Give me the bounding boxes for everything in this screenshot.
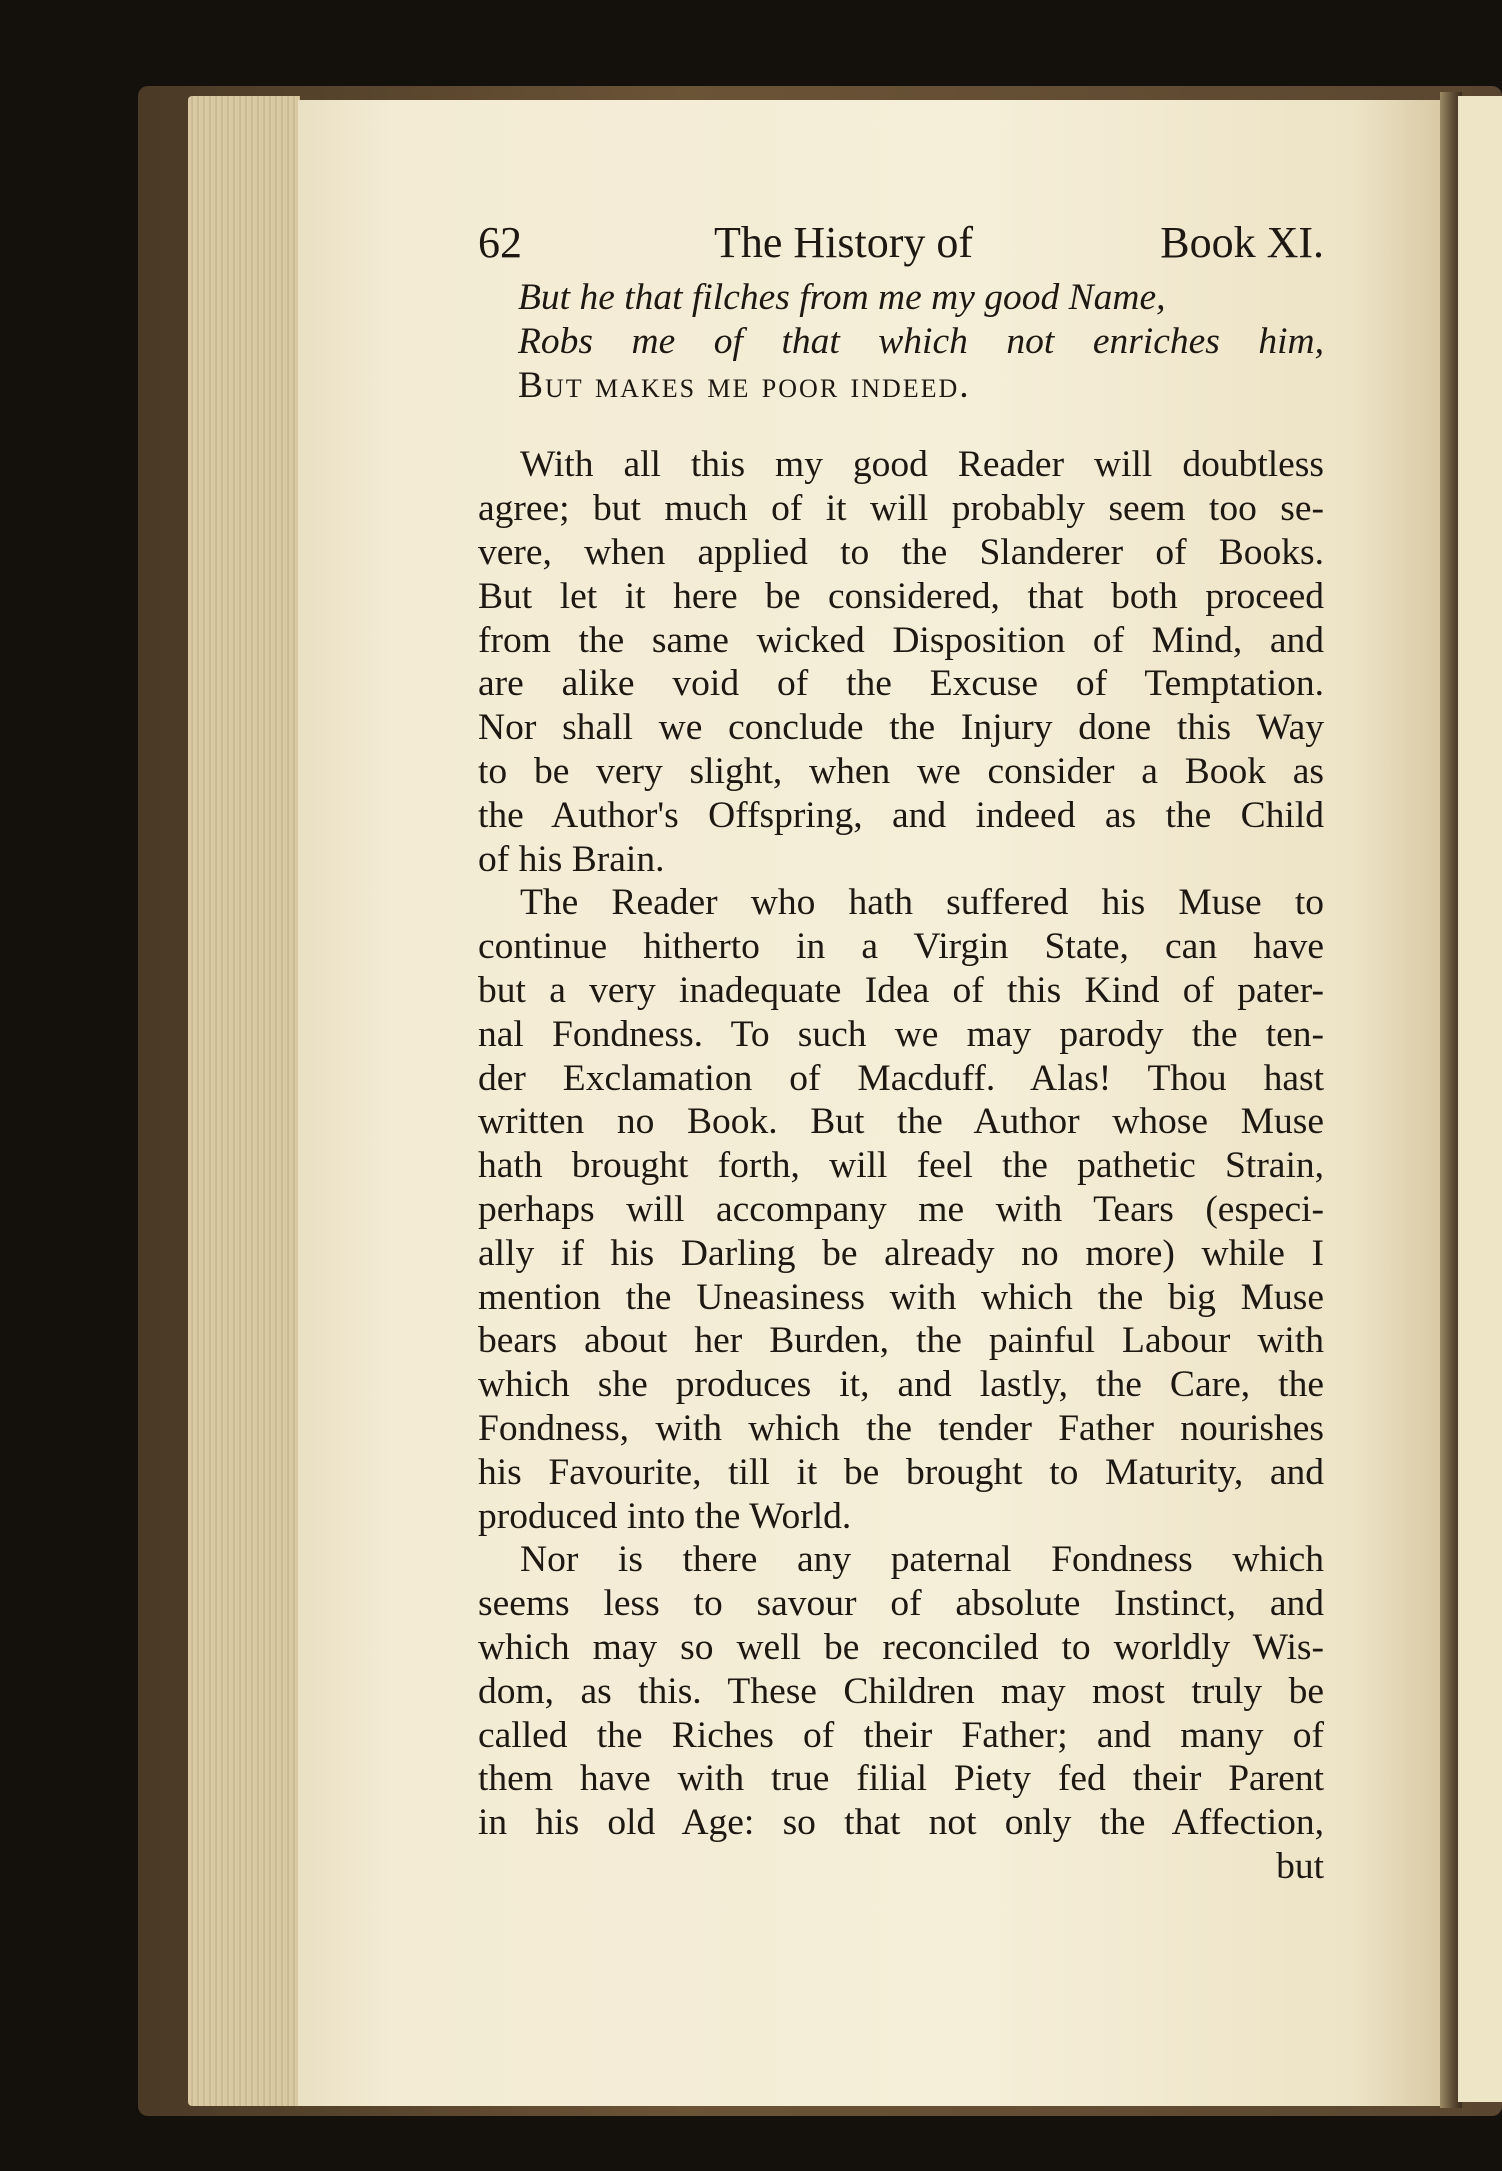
quote-line: Robs me of that which not enriches him, xyxy=(518,320,1324,362)
text-line: in his old Age: so that not only the Affection, xyxy=(478,1802,1324,1844)
text-line: But let it here be considered, that both proceed xyxy=(478,575,1324,617)
text-line: called the Riches of their Father; and many of xyxy=(478,1714,1324,1756)
text-line: bears about her Burden, the painful Labour with xyxy=(478,1320,1324,1362)
text-line: agree; but much of it will probably seem too se- xyxy=(478,488,1324,530)
quote-line: But makes me poor indeed. xyxy=(518,364,971,406)
text-line: nal Fondness. To such we may parody the ten- xyxy=(478,1013,1324,1055)
text-line: Fondness, with which the tender Father nourishes xyxy=(478,1407,1324,1449)
page-edges xyxy=(188,96,300,2106)
text-line: which she produces it, and lastly, the Care, the xyxy=(478,1364,1324,1406)
paragraph xyxy=(478,1538,1324,1845)
catchword: but xyxy=(1276,1845,1324,1887)
text-line: seems less to savour of absolute Instinct, and xyxy=(478,1583,1324,1625)
quotation-block xyxy=(518,276,1324,407)
text-line: which may so well be reconciled to worldly Wis- xyxy=(478,1626,1324,1668)
text-line: the Author's Offspring, and indeed as the Child xyxy=(478,794,1324,836)
text-line: der Exclamation of Macduff. Alas! Thou hast xyxy=(478,1057,1324,1099)
text-line: ally if his Darling be already no more) while I xyxy=(478,1232,1324,1274)
page-text xyxy=(478,210,1324,1889)
text-line: mention the Uneasiness with which the big Muse xyxy=(478,1276,1324,1318)
text-line: vere, when applied to the Slanderer of Books. xyxy=(478,531,1324,573)
paragraph xyxy=(478,881,1324,1538)
text-line: written no Book. But the Author whose Muse xyxy=(478,1101,1324,1143)
running-header xyxy=(478,210,1324,276)
text-line: dom, as this. These Children may most truly be xyxy=(478,1670,1324,1712)
text-line: Nor is there any paternal Fondness which xyxy=(520,1539,1324,1581)
text-line: of his Brain. xyxy=(478,838,665,880)
text-line: perhaps will accompany me with Tears (especi- xyxy=(478,1188,1324,1230)
text-line: are alike void of the Excuse of Temptation. xyxy=(478,663,1324,705)
text-line: but a very inadequate Idea of this Kind of pater- xyxy=(478,969,1324,1011)
paragraph xyxy=(478,443,1324,881)
running-title: The History of xyxy=(714,218,974,267)
quote-line: But he that filches from me my good Name, xyxy=(518,277,1166,318)
book-number: Book XI. xyxy=(1160,218,1324,267)
text-line: produced into the World. xyxy=(478,1495,852,1537)
text-line: his Favourite, till it be brought to Maturity, and xyxy=(478,1451,1324,1493)
facing-page-edge xyxy=(1458,96,1502,2102)
text-line: from the same wicked Disposition of Mind, and xyxy=(478,619,1324,661)
text-line: to be very slight, when we consider a Book as xyxy=(478,750,1324,792)
text-line: hath brought forth, will feel the pathetic Strain, xyxy=(478,1145,1324,1187)
text-line: The Reader who hath suffered his Muse to xyxy=(520,882,1324,924)
text-line: Nor shall we conclude the Injury done this Way xyxy=(478,707,1324,749)
text-line: them have with true filial Piety fed their Parent xyxy=(478,1758,1324,1800)
text-line: continue hitherto in a Virgin State, can have xyxy=(478,926,1324,968)
text-line: With all this my good Reader will doubtless xyxy=(520,444,1324,486)
page-number: 62 xyxy=(478,218,522,267)
